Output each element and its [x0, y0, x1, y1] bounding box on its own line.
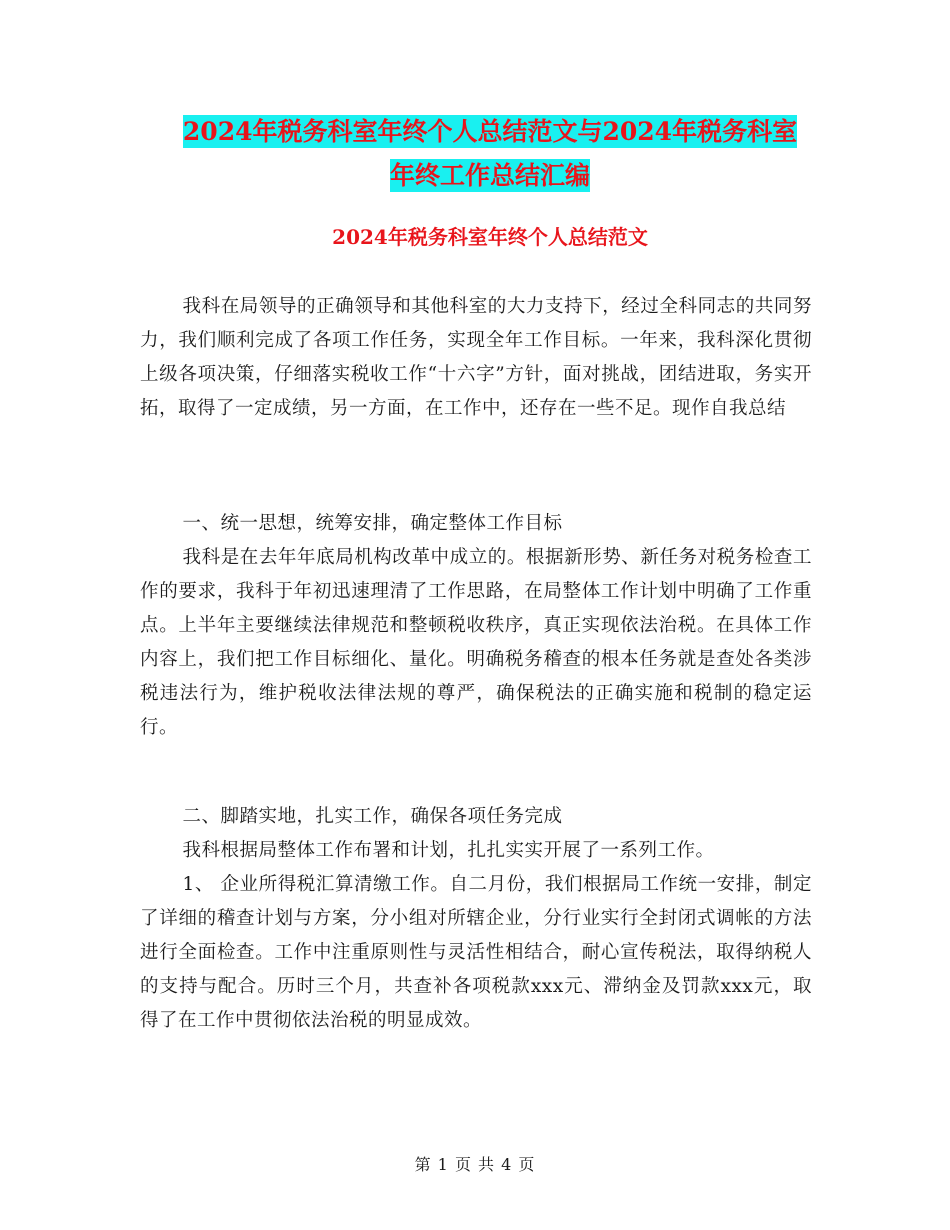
- list-item-1: 1、 企业所得税汇算清缴工作。自二月份，我们根据局工作统一安排，制定了详细的稽查计划与方案，分小组对所辖企业，分行业实行全封闭式调帐的方法进行全面检查。工作中注重原则性与灵活性相结合，耐心宣传税法，取得纳税人的支持与配合。历时三个月，共查补各项税款xxx元、滞纳金及罚款xxx元，取得了在工作中贯彻依法治税的明显成效。: [140, 874, 812, 1031]
- section2-heading: 二、脚踏实地，扎实工作，确保各项任务完成: [182, 806, 563, 827]
- document-title: [140, 110, 840, 198]
- document-title-line2: 年终工作总结汇编: [389, 161, 590, 190]
- document-title-line1: 2024年税务科室年终个人总结范文与2024年税务科室: [182, 117, 798, 146]
- section1-heading: 一、统一思想，统筹安排，确定整体工作目标: [182, 513, 563, 534]
- section2-paragraph: 我科根据局整体工作布署和计划，扎扎实实开展了一系列工作。: [182, 840, 715, 861]
- section1-paragraph: 我科是在去年年底局机构改革中成立的。根据新形势、新任务对税务检查工作的要求，我科于年初迅速理清了工作思路，在局整体工作计划中明确了工作重点。上半年主要继续法律规范和整顿税收秩序，真正实现依法治税。在具体工作内容上，我们把工作目标细化、量化。明确税务稽查的根本任务就是查处各类涉税违法行为，维护税收法律法规的尊严，确保税法的正确实施和税制的稳定运行。: [140, 547, 812, 738]
- section1-block: [140, 507, 812, 745]
- intro-block: [140, 290, 812, 426]
- section-title: 2024年税务科室年终个人总结范文: [332, 225, 648, 249]
- intro-paragraph: 我科在局领导的正确领导和其他科室的大力支持下，经过全科同志的共同努力，我们顺利完成了各项工作任务，实现全年工作目标。一年来，我科深化贯彻上级各项决策，仔细落实税收工作“十六字”方针，面对挑战，团结进取，务实开拓，取得了一定成绩，另一方面，在工作中，还存在一些不足。现作自我总结: [140, 296, 812, 419]
- section2-block: [140, 800, 812, 1038]
- page-footer: 第 1 页 共 4 页: [414, 1155, 536, 1174]
